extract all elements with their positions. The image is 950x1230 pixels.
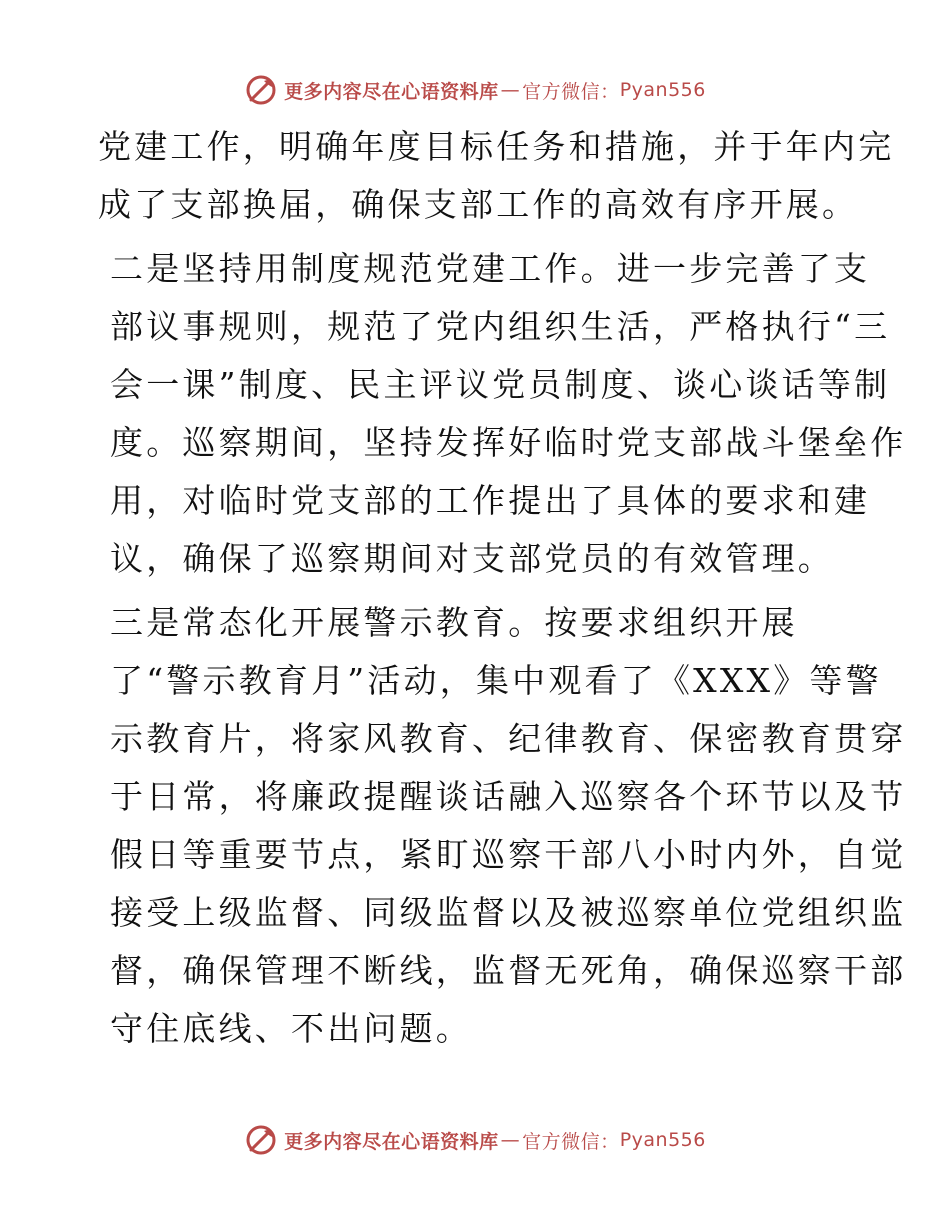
text-line: 部议事规则，规范了党内组织生活，严格执行“三 xyxy=(110,307,891,346)
paragraph-1 xyxy=(98,118,895,234)
text-line: 于日常，将廉政提醒谈话融入巡察各个环节以及节 xyxy=(110,777,907,816)
text-line: 督，确保管理不断线，监督无死角，确保巡察干部 xyxy=(110,951,907,990)
header-separator: — xyxy=(500,79,521,101)
text-line: 党建工作，明确年度目标任务和措施，并于年内完 xyxy=(98,127,895,166)
footer-brand-text: 更多内容尽在心语资料库 xyxy=(284,1130,499,1153)
header-wechat-id: Pyan556 xyxy=(619,79,706,101)
text-line: 议，确保了巡察期间对支部党员的有效管理。 xyxy=(110,539,834,578)
header-banner xyxy=(0,70,950,110)
footer-separator: — xyxy=(500,1129,521,1151)
paragraph-3 xyxy=(98,594,907,1058)
header-brand-text: 更多内容尽在心语资料库 xyxy=(284,80,499,103)
footer-wechat-label: 官方微信： xyxy=(522,1130,620,1153)
text-line: 守住底线、不出问题。 xyxy=(110,1009,472,1048)
quill-logo-icon xyxy=(244,73,278,107)
text-line: 会一课”制度、民主评议党员制度、谈心谈话等制 xyxy=(110,365,891,404)
text-line: 了“警示教育月”活动，集中观看了《XXX》等警 xyxy=(110,661,882,700)
text-line: 度。巡察期间，坚持发挥好临时党支部战斗堡垒作 xyxy=(110,423,907,462)
quill-logo-icon xyxy=(244,1123,278,1157)
text-line: 成了支部换届，确保支部工作的高效有序开展。 xyxy=(98,185,859,224)
footer-banner xyxy=(0,1120,950,1160)
header-wechat-label: 官方微信： xyxy=(522,80,620,103)
footer-wechat-id: Pyan556 xyxy=(619,1129,706,1151)
document-body xyxy=(98,118,907,1064)
text-line: 三是常态化开展警示教育。按要求组织开展 xyxy=(110,603,798,642)
text-line: 接受上级监督、同级监督以及被巡察单位党组织监 xyxy=(110,893,907,932)
text-line: 用，对临时党支部的工作提出了具体的要求和建 xyxy=(110,481,871,520)
text-line: 二是坚持用制度规范党建工作。进一步完善了支 xyxy=(110,249,871,288)
paragraph-2 xyxy=(98,240,907,588)
text-line: 示教育片，将家风教育、纪律教育、保密教育贯穿 xyxy=(110,719,907,758)
text-line: 假日等重要节点，紧盯巡察干部八小时内外，自觉 xyxy=(110,835,907,874)
